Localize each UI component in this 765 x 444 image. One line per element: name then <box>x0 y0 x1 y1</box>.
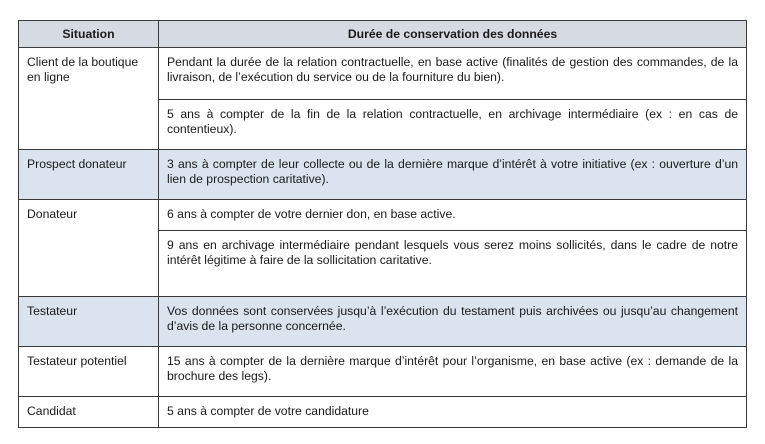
table-row <box>19 347 747 397</box>
table-row <box>19 150 747 200</box>
duration-cell: 9 ans en archivage intermédiaire pendant lesquels vous serez moins sollicités, dans le cadre de notre intérêt légitime à faire de la sollicitation caritative. <box>159 231 747 297</box>
duration-cell: 5 ans à compter de la fin de la relation contractuelle, en archivage intermédiaire (ex : en cas de contentieux). <box>159 100 747 150</box>
retention-table <box>18 20 747 428</box>
duration-cell: 15 ans à compter de la dernière marque d’intérêt pour l’organisme, en base active (ex : demande de la brochure des legs). <box>159 347 747 397</box>
table-row <box>19 200 747 231</box>
table-row <box>19 297 747 347</box>
duration-cell: 3 ans à compter de leur collecte ou de la dernière marque d’intérêt à votre initiative (ex : ouverture d’un lien de prospection caritative). <box>159 150 747 200</box>
situation-cell: Client de la boutique en ligne <box>19 48 159 150</box>
header-situation: Situation <box>19 21 159 48</box>
table-row <box>19 397 747 428</box>
duration-cell: Pendant la durée de la relation contractuelle, en base active (finalités de gestion des commandes, de la livraison, de l’exécution du service ou de la fourniture du bien). <box>159 48 747 100</box>
situation-cell: Testateur <box>19 297 159 347</box>
table-row <box>19 48 747 100</box>
duration-cell: Vos données sont conservées jusqu’à l’exécution du testament puis archivées ou jusqu’au changement d’avis de la personne concernée. <box>159 297 747 347</box>
table-header-row <box>19 21 747 48</box>
header-duree: Durée de conservation des données <box>159 21 747 48</box>
duration-cell: 5 ans à compter de votre candidature <box>159 397 747 428</box>
situation-cell: Prospect donateur <box>19 150 159 200</box>
duration-cell: 6 ans à compter de votre dernier don, en base active. <box>159 200 747 231</box>
situation-cell: Candidat <box>19 397 159 428</box>
situation-cell: Donateur <box>19 200 159 297</box>
retention-table-wrapper <box>18 20 746 428</box>
situation-cell: Testateur potentiel <box>19 347 159 397</box>
